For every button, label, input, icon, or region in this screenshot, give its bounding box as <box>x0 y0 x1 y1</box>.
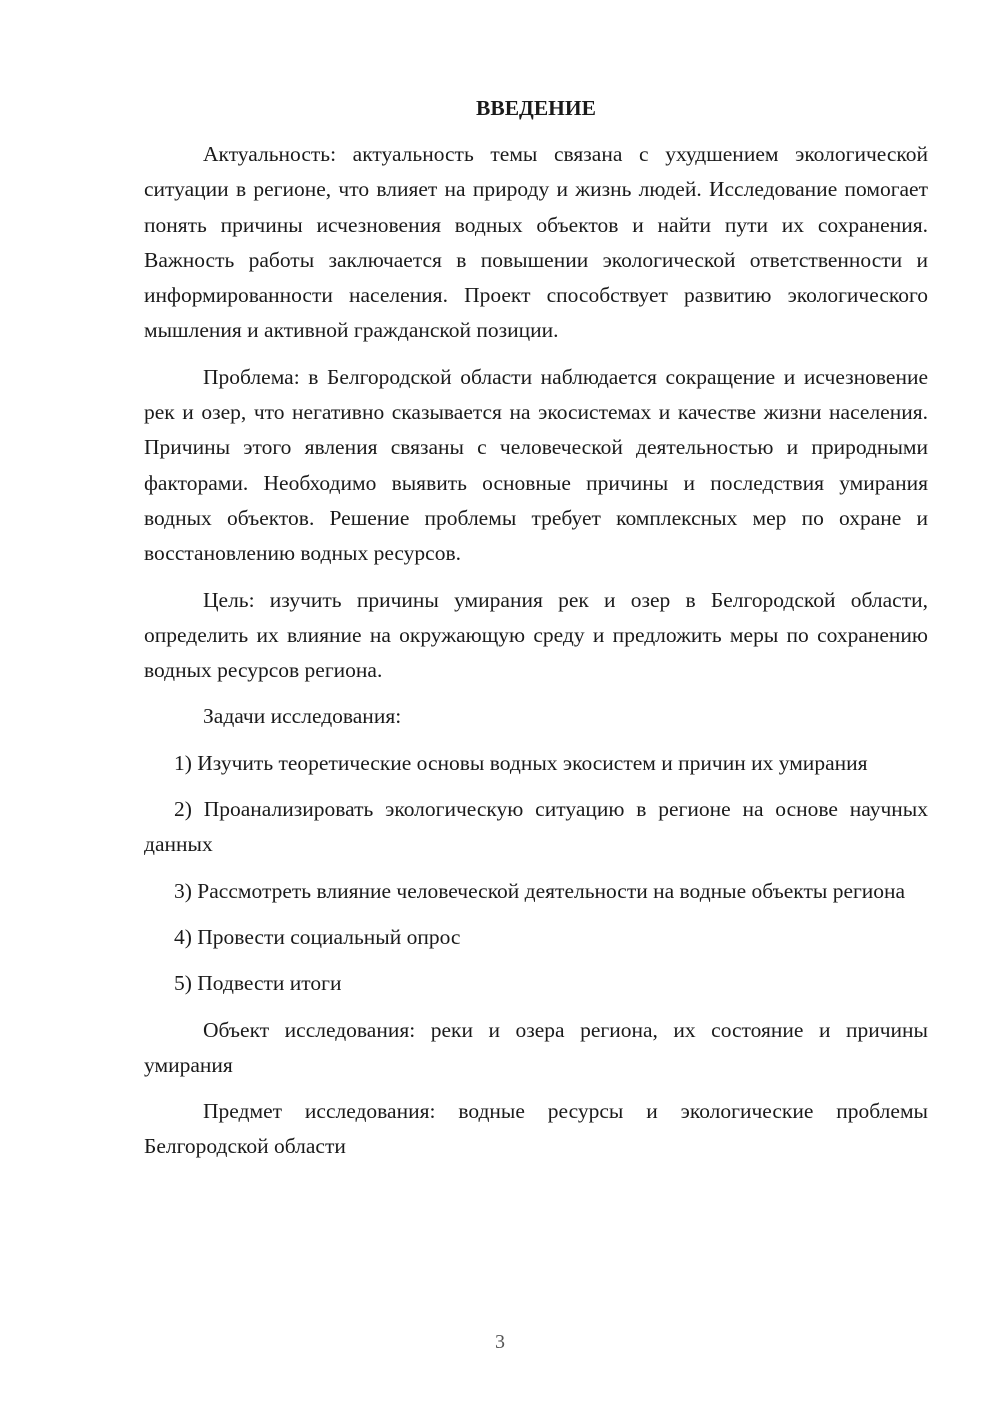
tasks-heading: Задачи исследования: <box>203 704 402 729</box>
page-title: ВВЕДЕНИЕ <box>476 96 596 120</box>
task-item-3: 3) Рассмотреть влияние человеческой деятельности на водные объекты региона <box>174 878 906 903</box>
task-item-1: 1) Изучить теоретические основы водных экосистем и причин их умирания <box>174 750 868 775</box>
document-page <box>144 88 928 1165</box>
page-number: 3 <box>495 1331 505 1353</box>
relevance-paragraph: Актуальность: актуальность темы связана с ухудшением экологической ситуации в регионе, что влияет на природу и жизнь людей. Исследование помогает понять причины исчезновения водных объектов и найти пути их сохранения. Важность работы заключается в повышении экологической ответственности и информированности населения. Проект способствует развитию экологического мышления и активной гражданской позиции. <box>144 142 928 343</box>
research-subject-paragraph: Предмет исследования: водные ресурсы и экологические проблемы Белгородской области <box>144 1099 928 1159</box>
task-item-4: 4) Провести социальный опрос <box>174 924 461 949</box>
problem-paragraph: Проблема: в Белгородской области наблюдается сокращение и исчезновение рек и озер, что негативно сказывается на экосистемах и качестве жизни населения. Причины этого явления связаны с человеческой деятельностью и природными факторами. Необходимо выявить основные причины и последствия умирания водных объектов. Решение проблемы требует комплексных мер по охране и восстановлению водных ресурсов. <box>144 364 928 566</box>
goal-paragraph: Цель: изучить причины умирания рек и озер в Белгородской области, определить их влияние на окружающую среду и предложить меры по сохранению водных ресурсов региона. <box>144 587 928 683</box>
research-object-paragraph: Объект исследования: реки и озера региона, их состояние и причины умирания <box>144 1017 928 1077</box>
task-item-5: 5) Подвести итоги <box>174 971 342 996</box>
task-item-2: 2) Проанализировать экологическую ситуацию в регионе на основе научных данных <box>144 797 928 857</box>
